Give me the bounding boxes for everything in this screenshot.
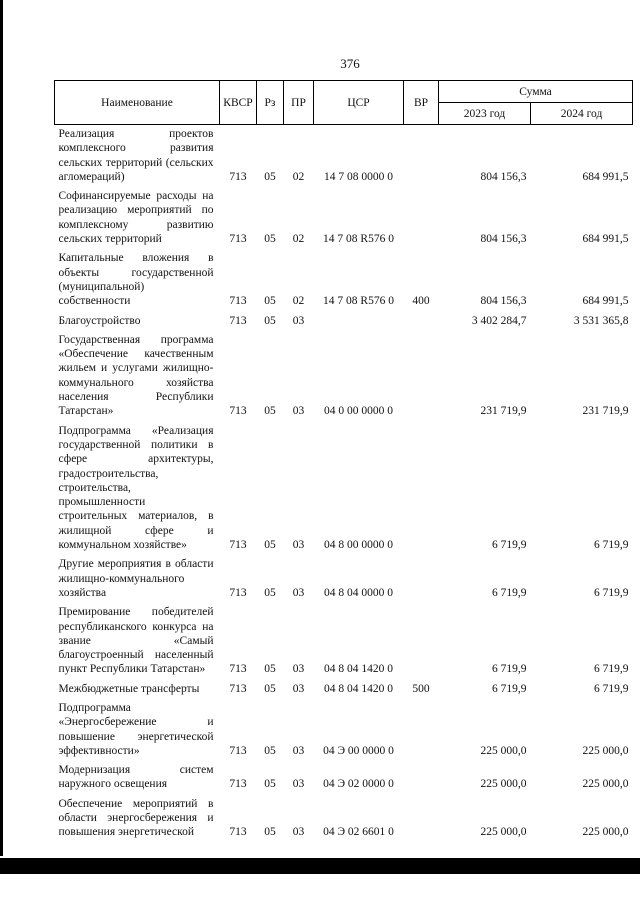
- row-sum-2024: 6 719,9: [594, 586, 629, 599]
- row-csr: 14 7 08 R576 0: [323, 295, 394, 308]
- row-kvsr: 713: [229, 170, 247, 183]
- row-name: Государственная программа «Обеспечение качественным жильем и услугами жилищно-коммунального хозяйства населения Республики Татарстан»: [58, 333, 214, 418]
- row-pr: 03: [292, 663, 305, 676]
- header-csr: ЦСР: [314, 81, 404, 125]
- row-rz: 05: [264, 586, 276, 599]
- header-name: Наименование: [55, 81, 220, 125]
- row-pr: 02: [292, 170, 305, 183]
- row-kvsr: 713: [229, 295, 247, 308]
- row-vr: [404, 555, 439, 603]
- row-sum-2023: 804 156,3: [480, 295, 527, 308]
- row-sum-2023: 225 000,0: [480, 826, 527, 839]
- row-name: Межбюджетные трансферты: [58, 682, 200, 695]
- row-sum-2023: 6 719,9: [492, 586, 527, 599]
- row-sum-2024: 6 719,9: [594, 682, 629, 695]
- row-rz: 05: [264, 233, 276, 246]
- row-sum-2023: 804 156,3: [480, 170, 527, 183]
- row-pr: 03: [292, 826, 305, 839]
- row-csr: 14 7 08 0000 0: [324, 170, 393, 183]
- row-name: Модернизация систем наружного освещения: [58, 764, 214, 791]
- table-row: [55, 795, 633, 843]
- row-csr: 04 8 00 0000 0: [324, 539, 393, 552]
- row-rz: 05: [264, 826, 276, 839]
- row-sum-2024: 225 000,0: [582, 778, 629, 791]
- table-row: [55, 312, 633, 331]
- row-sum-2024: 684 991,5: [582, 233, 629, 246]
- row-rz: 05: [264, 682, 276, 695]
- table-row: [55, 555, 633, 603]
- table-row: [55, 331, 633, 422]
- row-vr: [404, 699, 439, 761]
- table-row: [55, 603, 633, 679]
- row-vr: [404, 187, 439, 249]
- row-rz: 05: [264, 405, 276, 418]
- row-csr: 04 Э 02 0000 0: [323, 778, 394, 791]
- row-kvsr: 713: [229, 778, 247, 791]
- row-name: Обеспечение мероприятий в области энергосбережения и повышения энергетической: [58, 797, 214, 839]
- table-row: [55, 187, 633, 249]
- row-csr: 04 8 04 1420 0: [324, 663, 393, 676]
- row-vr: 500: [412, 682, 430, 695]
- table-row: [55, 761, 633, 795]
- row-kvsr: 713: [229, 586, 247, 599]
- row-kvsr: 713: [229, 314, 247, 327]
- row-kvsr: 713: [229, 744, 247, 757]
- table-row: [55, 699, 633, 761]
- row-pr: 03: [292, 586, 305, 599]
- row-pr: 02: [292, 233, 305, 246]
- row-name: Премирование победителей республиканского конкурса на звание «Самый благоустроенный населенный пункт Республики Татарстан»: [58, 606, 214, 676]
- row-csr: 14 7 08 R576 0: [323, 233, 394, 246]
- scan-left-edge: [0, 0, 3, 856]
- row-sum-2023: 6 719,9: [492, 539, 527, 552]
- scan-bottom-bar: [0, 858, 640, 874]
- row-kvsr: 713: [229, 663, 247, 676]
- row-name: Софинансируемые расходы на реализацию мероприятий по комплексному развитию сельских территорий: [58, 190, 214, 246]
- row-kvsr: 713: [229, 826, 247, 839]
- row-vr: [404, 312, 439, 331]
- row-sum-2023: 6 719,9: [492, 663, 527, 676]
- header-kvsr: КВСР: [220, 81, 257, 125]
- row-csr: [314, 312, 404, 331]
- row-rz: 05: [264, 663, 276, 676]
- row-sum-2024: 684 991,5: [582, 295, 629, 308]
- header-rz: Рз: [257, 81, 284, 125]
- row-pr: 03: [292, 405, 305, 418]
- row-rz: 05: [264, 295, 276, 308]
- row-name: Капитальные вложения в объекты государственной (муниципальной) собственности: [58, 252, 214, 308]
- row-sum-2024: 231 719,9: [582, 405, 629, 418]
- row-sum-2024: 6 719,9: [594, 663, 629, 676]
- table-row: [55, 249, 633, 311]
- row-kvsr: 713: [229, 539, 247, 552]
- row-sum-2023: 804 156,3: [480, 233, 527, 246]
- row-sum-2023: 3 402 284,7: [471, 314, 527, 327]
- table-row: [55, 422, 633, 556]
- table-row: [55, 680, 633, 699]
- row-name: Реализация проектов комплексного развития сельских территорий (сельских агломераций): [58, 128, 214, 183]
- row-vr: [404, 331, 439, 422]
- row-sum-2023: 225 000,0: [480, 744, 527, 757]
- row-csr: 04 8 04 1420 0: [324, 682, 393, 695]
- row-kvsr: 713: [229, 233, 247, 246]
- row-rz: 05: [264, 314, 276, 327]
- row-name: Подпрограмма «Энергосбережение и повышение энергетической эффективности»: [58, 701, 214, 757]
- row-vr: [404, 795, 439, 843]
- header-vr: ВР: [404, 81, 439, 125]
- row-csr: 04 Э 02 6601 0: [323, 826, 394, 839]
- row-vr: [404, 125, 439, 188]
- row-pr: 02: [292, 295, 305, 308]
- row-sum-2024: 684 991,5: [582, 170, 629, 183]
- row-sum-2024: 225 000,0: [582, 826, 629, 839]
- row-rz: 05: [264, 170, 276, 183]
- row-vr: [404, 422, 439, 556]
- row-sum-2023: 231 719,9: [480, 405, 527, 418]
- row-pr: 03: [292, 314, 305, 327]
- row-vr: 400: [412, 295, 430, 308]
- row-csr: 04 0 00 0000 0: [324, 405, 393, 418]
- row-sum-2024: 225 000,0: [582, 744, 629, 757]
- row-kvsr: 713: [229, 682, 247, 695]
- row-pr: 03: [292, 778, 305, 791]
- header-year-2023: 2023 год: [439, 103, 531, 125]
- row-sum-2024: 3 531 365,8: [573, 314, 629, 327]
- row-vr: [404, 761, 439, 795]
- header-sum: Сумма: [439, 81, 633, 103]
- row-sum-2023: 6 719,9: [492, 682, 527, 695]
- row-pr: 03: [292, 744, 305, 757]
- budget-table: [54, 80, 633, 843]
- header-year-2024: 2024 год: [531, 103, 633, 125]
- row-name: Благоустройство: [58, 314, 141, 327]
- row-sum-2023: 225 000,0: [480, 778, 527, 791]
- row-kvsr: 713: [229, 405, 247, 418]
- row-name: Другие мероприятия в области жилищно-коммунального хозяйства: [58, 558, 214, 599]
- row-name: Подпрограмма «Реализация государственной политики в сфере архитектуры, градостроительства, строительства, промышленности строительных материалов, в жилищной сфере и коммунальном хозяйстве»: [58, 424, 214, 552]
- page-number: 376: [340, 56, 360, 71]
- row-csr: 04 8 04 0000 0: [324, 586, 393, 599]
- row-pr: 03: [292, 539, 305, 552]
- row-csr: 04 Э 00 0000 0: [323, 744, 394, 757]
- row-rz: 05: [264, 778, 276, 791]
- table-row: [55, 125, 633, 188]
- row-sum-2024: 6 719,9: [594, 539, 629, 552]
- row-vr: [404, 603, 439, 679]
- row-rz: 05: [264, 539, 276, 552]
- row-pr: 03: [292, 682, 305, 695]
- row-rz: 05: [264, 744, 276, 757]
- table-body: [55, 125, 633, 843]
- header-pr: ПР: [284, 81, 314, 125]
